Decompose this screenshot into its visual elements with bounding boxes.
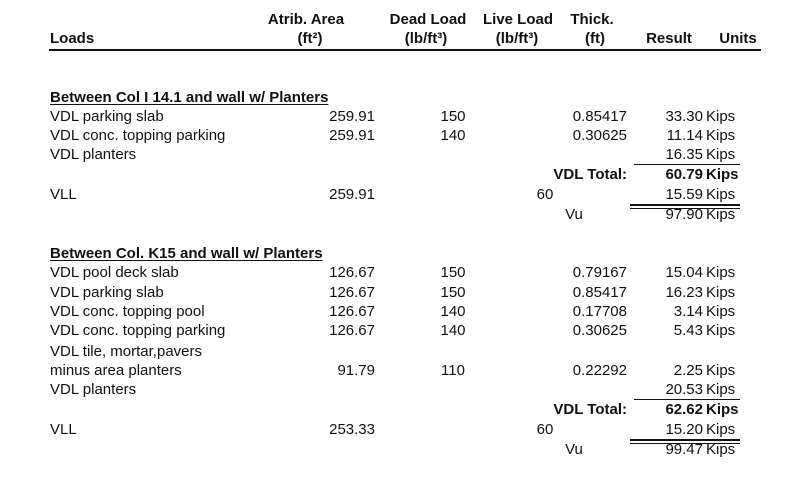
section-title: Between Col I 14.1 and wall w/ Planters: [50, 89, 329, 106]
row-unit: Kips: [706, 381, 736, 398]
row-thick: 0.79167: [572, 264, 627, 281]
row-area: 126.67: [329, 264, 375, 281]
header-loads: Loads: [50, 30, 95, 47]
vdl-total-label: VDL Total:: [553, 401, 627, 418]
vll-label: VLL: [50, 186, 77, 203]
vdl-total-unit: Kips: [706, 401, 739, 418]
vll-live-load: 60: [536, 421, 554, 438]
header-units: Units: [719, 30, 757, 47]
row-area: 126.67: [329, 303, 375, 320]
row-unit: Kips: [706, 322, 736, 339]
row-dead-load: 140: [440, 303, 466, 320]
header-thick: Thick.: [570, 11, 614, 28]
row-result: 5.43: [673, 322, 703, 339]
row-label: VDL parking slab: [50, 284, 164, 301]
row-thick: 0.85417: [572, 108, 627, 125]
header-atrib-area-unit: (ft²): [297, 30, 323, 47]
row-label: VDL conc. topping parking: [50, 322, 226, 339]
row-thick: 0.22292: [572, 362, 627, 379]
row-area: 126.67: [329, 284, 375, 301]
vu-unit: Kips: [706, 206, 736, 223]
vll-area: 253.33: [329, 421, 375, 438]
vdl-total-value: 62.62: [665, 401, 703, 418]
vll-label: VLL: [50, 421, 77, 438]
vu-label: Vu: [565, 206, 583, 223]
vu-label: Vu: [565, 441, 583, 458]
header-thick-unit: (ft): [585, 30, 605, 47]
row-area: 259.91: [329, 127, 375, 144]
vll-area: 259.91: [329, 186, 375, 203]
row-result: 11.14: [666, 127, 703, 144]
vll-result: 15.20: [665, 421, 703, 438]
row-thick: 0.17708: [572, 303, 627, 320]
section-title: Between Col. K15 and wall w/ Planters: [50, 245, 323, 262]
row-unit: Kips: [706, 284, 736, 301]
row-label: minus area planters: [50, 362, 182, 379]
row-result: 2.25: [673, 362, 703, 379]
header-atrib-area: Atrib. Area: [267, 11, 345, 28]
vu-result: 99.47: [665, 441, 703, 458]
header-rule: [49, 49, 761, 51]
vll-unit: Kips: [706, 421, 736, 438]
header-dead-load-unit: (lb/ft³): [404, 30, 448, 47]
row-area: 91.79: [337, 362, 375, 379]
vdl-total-value: 60.79: [665, 166, 703, 183]
row-unit: Kips: [706, 264, 736, 281]
row-area: 259.91: [329, 108, 375, 125]
vll-result: 15.59: [665, 186, 703, 203]
row-thick: 0.85417: [572, 284, 627, 301]
row-dead-load: 150: [440, 108, 466, 125]
row-thick: 0.30625: [572, 127, 627, 144]
header-result: Result: [646, 30, 692, 47]
row-dead-load: 110: [441, 362, 465, 379]
row-area: 126.67: [329, 322, 375, 339]
row-unit: Kips: [706, 362, 736, 379]
row-label: VDL conc. topping parking: [50, 127, 226, 144]
row-unit: Kips: [706, 127, 736, 144]
vu-result: 97.90: [665, 206, 703, 223]
vdl-total-unit: Kips: [706, 166, 739, 183]
header-dead-load: Dead Load: [389, 11, 467, 28]
row-result: 33.30: [665, 108, 703, 125]
row-result: 15.04: [665, 264, 703, 281]
row-unit: Kips: [706, 108, 736, 125]
row-label: VDL parking slab: [50, 108, 164, 125]
row-dead-load: 150: [440, 264, 466, 281]
vll-live-load: 60: [536, 186, 554, 203]
row-label: VDL planters: [50, 146, 137, 163]
row-label: VDL pool deck slab: [50, 264, 179, 281]
header-live-load: Live Load: [482, 11, 554, 28]
row-result: 16.23: [665, 284, 703, 301]
vdl-total-label: VDL Total:: [553, 166, 627, 183]
header-live-load-unit: (lb/ft³): [495, 30, 539, 47]
row-dead-load: 150: [440, 284, 466, 301]
row-thick: 0.30625: [572, 322, 627, 339]
row-dead-load: 140: [440, 127, 466, 144]
row-dead-load: 140: [440, 322, 466, 339]
row-result: 20.53: [665, 381, 703, 398]
row-unit: Kips: [706, 146, 736, 163]
row-result: 16.35: [665, 146, 703, 163]
row-result: 3.14: [673, 303, 703, 320]
vu-unit: Kips: [706, 441, 736, 458]
row-label: VDL planters: [50, 381, 137, 398]
vll-unit: Kips: [706, 186, 736, 203]
row-label: VDL conc. topping pool: [50, 303, 205, 320]
row-label: VDL tile, mortar,pavers: [50, 343, 202, 360]
row-unit: Kips: [706, 303, 736, 320]
